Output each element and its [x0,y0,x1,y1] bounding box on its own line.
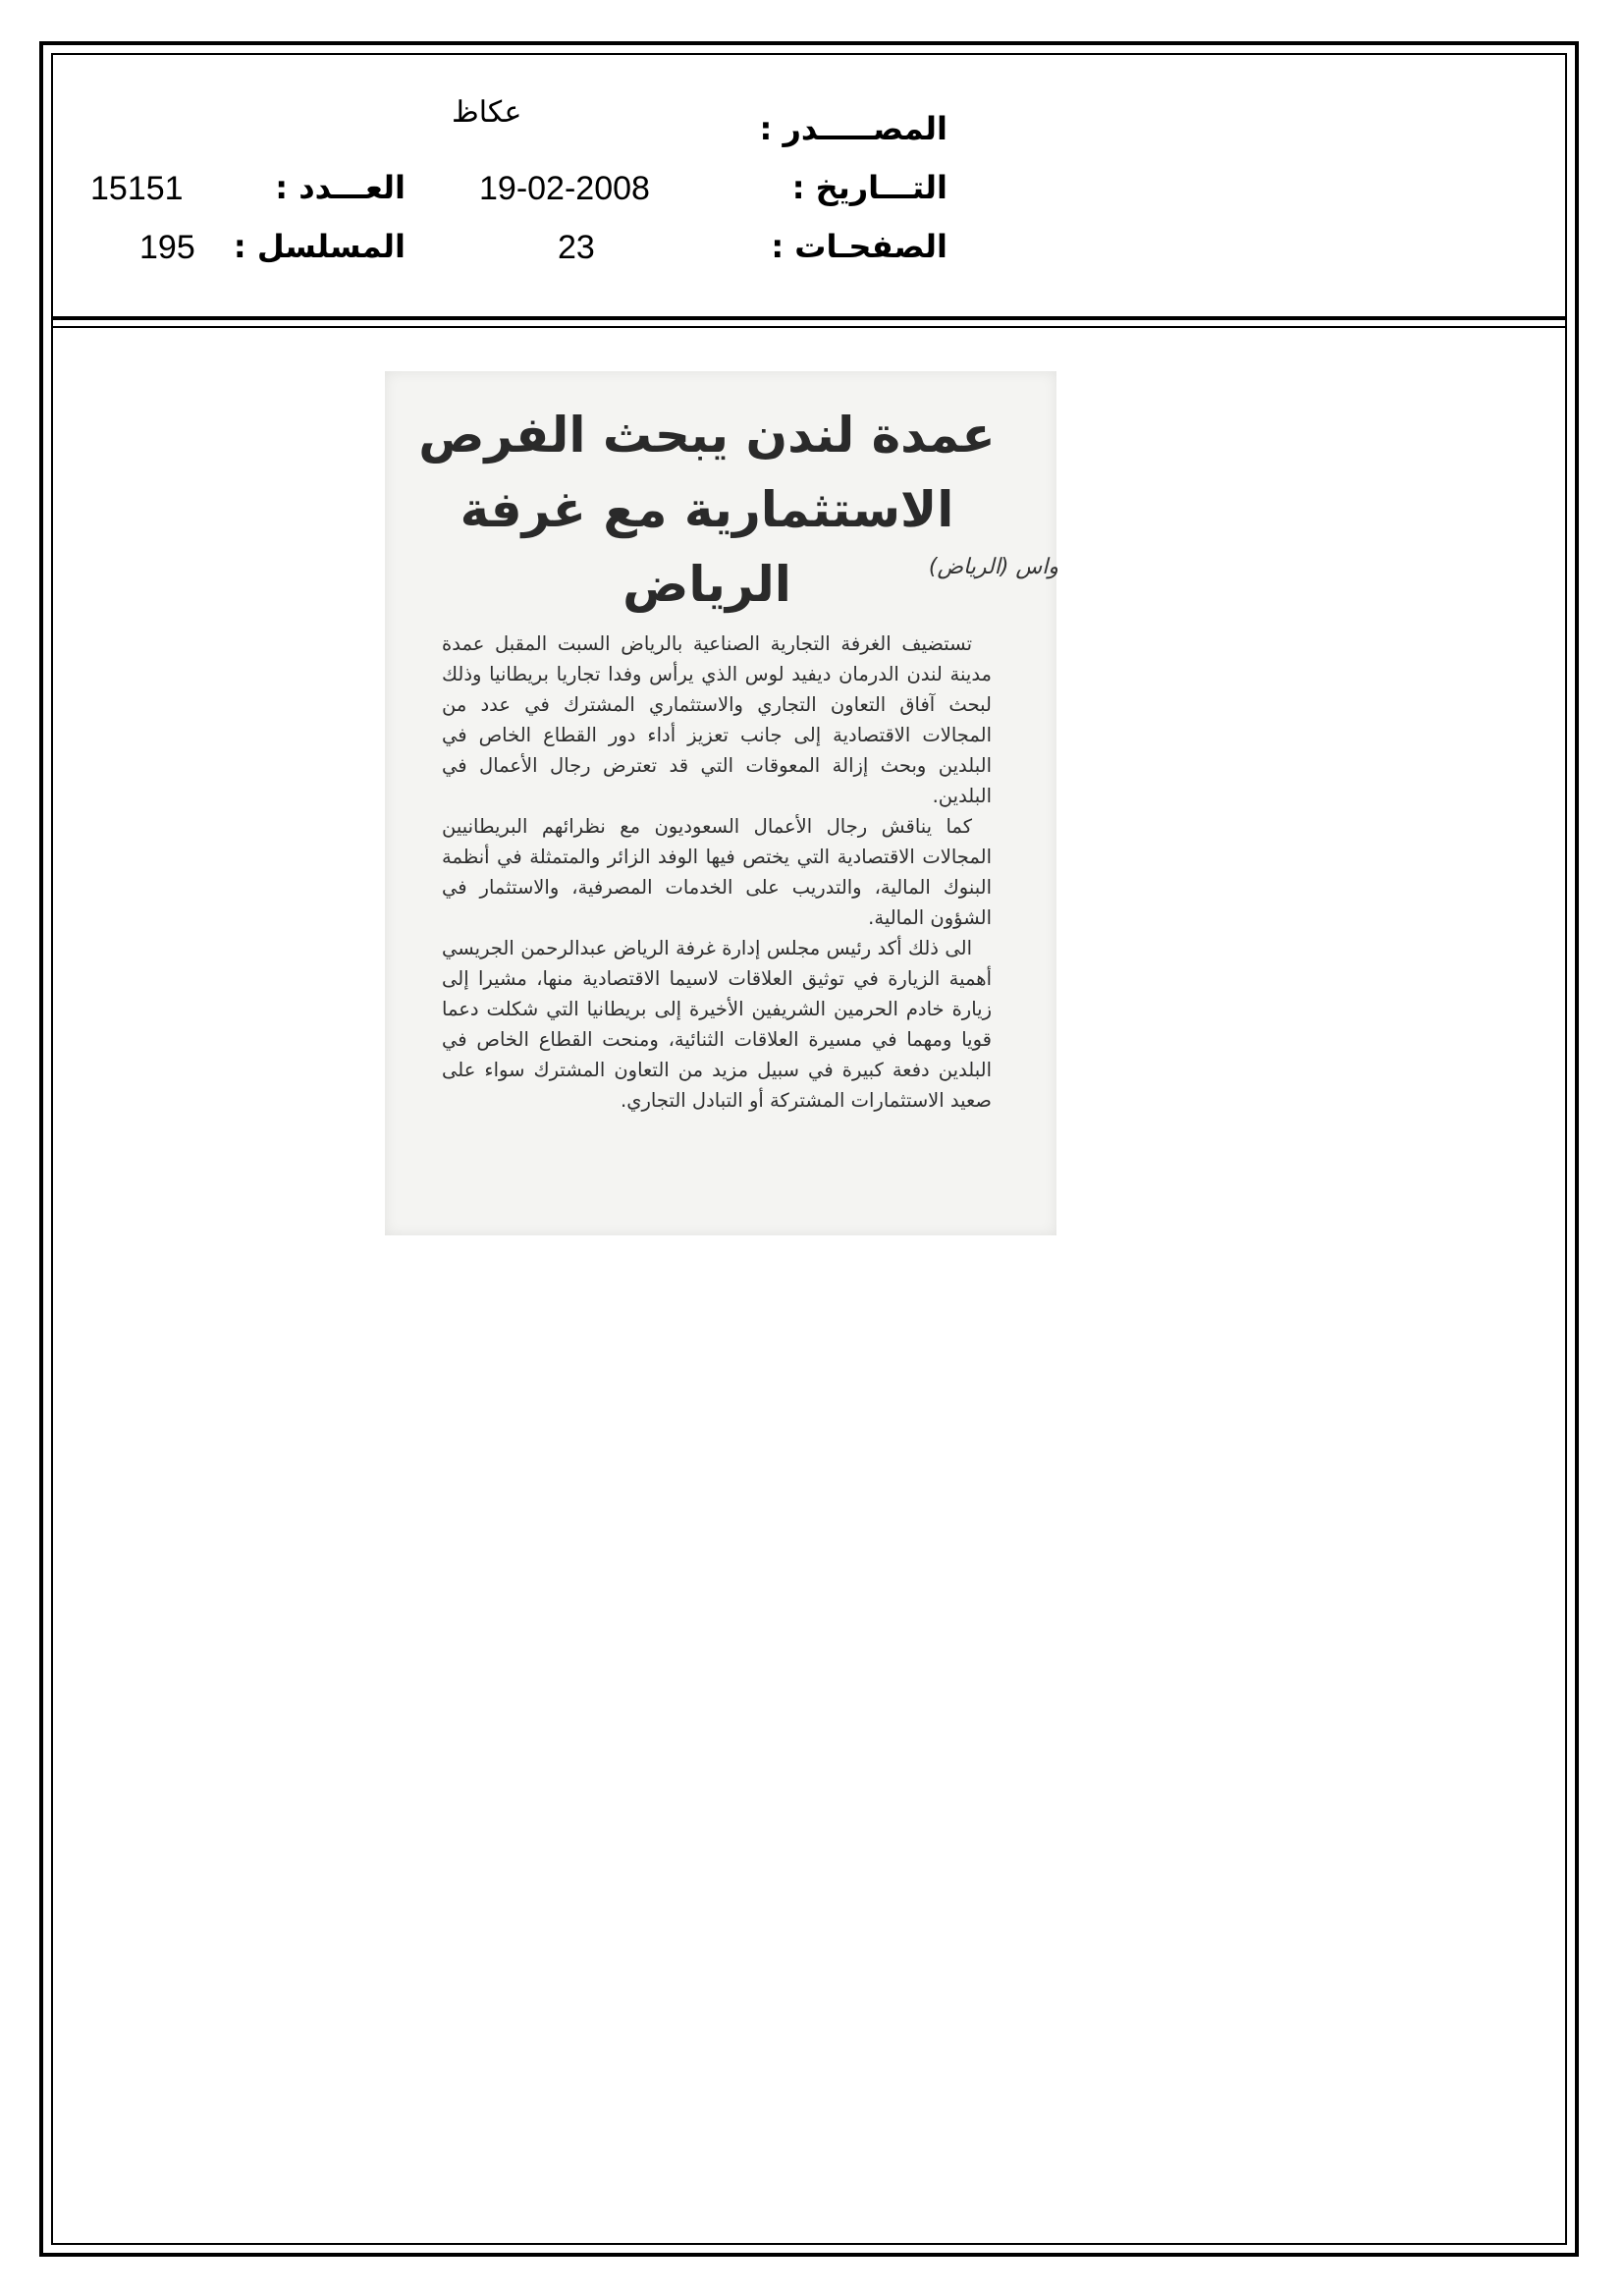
article-body [442,629,992,1116]
source-label: المصـــــدر : [759,110,947,147]
pages-label: الصفحـات : [771,228,947,265]
article-byline: واس (الرياض) [928,555,1058,579]
article-headline [412,398,1001,622]
headline-line-2: الاستثمارية مع غرفة الرياض [460,481,954,613]
pages-value: 23 [558,229,595,266]
date-label: التـــاريخ : [791,169,947,206]
issue-label: العـــدد : [275,169,406,206]
serial-value: 195 [139,229,195,266]
date-value: 19-02-2008 [479,170,650,207]
serial-label: المسلسل : [233,228,406,265]
article-paragraph: تستضيف الغرفة التجارية الصناعية بالرياض السبت المقبل عمدة مدينة لندن الدرمان ديفيد لوس الذي يرأس وفدا تجاريا بريطانيا وذلك لبحث آفاق التعاون التجاري والاستثماري المشترك في عدد من المجالات الاقتصادية إلى جانب تعزيز أداء دور القطاع الخاص في البلدين وبحث إزالة المعوقات التي قد تعترض رجال الأعمال في البلدين. [442,632,992,807]
article-paragraph: الى ذلك أكد رئيس مجلس إدارة غرفة الرياض عبدالرحمن الجريسي أهمية الزيارة في توثيق العلاقات لاسيما الاقتصادية منها، مشيرا إلى زيارة خادم الحرمين الشريفين الأخيرة إلى بريطانيا التي شكلت دعما قويا ومهما في مسيرة العلاقات الثنائية، ومنحت القطاع الخاص في البلدين دفعة كبيرة في سبيل مزيد من التعاون المشترك سواء على صعيد الاستثمارات المشتركة أو التبادل التجاري. [442,937,992,1112]
article-paragraph: كما يناقش رجال الأعمال السعوديون مع نظرائهم البريطانيين المجالات الاقتصادية التي يختص فيها الوفد الزائر والمتمثلة في أنظمة البنوك المالية، والتدريب على الخدمات المصرفية، والاستثمار في الشؤون المالية. [442,815,992,929]
issue-value: 15151 [90,170,184,207]
header-divider-thin [51,326,1567,328]
source-value: عكاظ [452,96,522,129]
header-divider [51,316,1567,320]
headline-line-1: عمدة لندن يبحث الفرص [418,407,996,464]
